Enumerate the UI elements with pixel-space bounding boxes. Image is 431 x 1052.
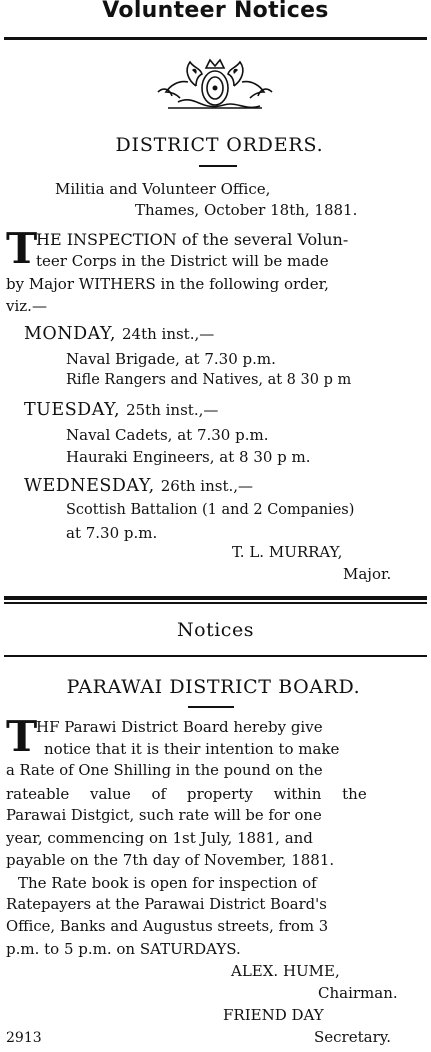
signature-title: Chairman. [318, 984, 398, 1002]
paragraph-line: Parawai Distgict, such rate will be for one [6, 807, 322, 824]
date-line: Thames, October 18th, 1881. [135, 201, 358, 219]
title-short-rule [199, 165, 237, 167]
paragraph-line: HF Parawi District Board hereby give [36, 718, 323, 736]
section-divider [4, 596, 427, 600]
section-title: Notices [177, 619, 254, 641]
coat-of-arms-icon [148, 52, 282, 116]
title-short-rule [188, 706, 234, 708]
schedule-item: Rifle Rangers and Natives, at 8 30 p m [66, 372, 352, 388]
schedule-item: at 7.30 p.m. [66, 524, 158, 542]
notice-title: PARAWAI DISTRICT BOARD. [66, 676, 361, 698]
paragraph-line: a Rate of One Shilling in the pound on the [6, 762, 323, 779]
day-heading: TUESDAY, 25th inst.,— [24, 400, 219, 420]
header-rule [4, 37, 427, 40]
schedule-item: Naval Cadets, at 7.30 p.m. [66, 426, 269, 444]
paragraph-line: HE INSPECTION of the several Volun- [36, 230, 349, 249]
paragraph-line: teer Corps in the District will be made [36, 252, 329, 270]
section-rule [4, 655, 427, 657]
day-heading: MONDAY, 24th inst.,— [24, 324, 215, 344]
paragraph-line: p.m. to 5 p.m. on SATURDAYS. [6, 940, 241, 958]
notice-title: DISTRICT ORDERS. [115, 134, 324, 156]
signature-title: Major. [343, 565, 392, 583]
paragraph-line: Office, Banks and Augustus streets, from 3 [6, 918, 329, 935]
paragraph-line: payable on the 7th day of November, 1881. [6, 851, 335, 869]
paragraph-line: by Major WITHERS in the following order, [6, 275, 329, 293]
day-heading: WEDNESDAY, 26th inst.,— [24, 476, 254, 496]
paragraph-line: rateable value of property within the [6, 785, 367, 803]
section-divider [4, 602, 427, 604]
signature-name: FRIEND DAY [223, 1006, 324, 1024]
drop-cap: T [6, 712, 38, 761]
paragraph-line: The Rate book is open for inspection of [18, 874, 317, 892]
signature-name: ALEX. HUME, [231, 962, 340, 980]
schedule-item: Scottish Battalion (1 and 2 Companies) [66, 502, 355, 518]
office-line: Militia and Volunteer Office, [55, 180, 271, 198]
signature-name: T. L. MURRAY, [232, 543, 343, 561]
reference-number: 2913 [6, 1030, 42, 1046]
paragraph-line: notice that it is their intention to make [44, 740, 340, 758]
paragraph-line: year, commencing on 1st July, 1881, and [6, 829, 313, 847]
page-title: Volunteer Notices [102, 0, 329, 23]
schedule-item: Naval Brigade, at 7.30 p.m. [66, 350, 276, 368]
signature-title: Secretary. [314, 1028, 391, 1046]
paragraph-line: Ratepayers at the Parawai District Board's [6, 896, 327, 913]
schedule-item: Hauraki Engineers, at 8 30 p m. [66, 448, 311, 466]
drop-cap: T [6, 224, 38, 273]
paragraph-line: viz.— [6, 297, 47, 315]
